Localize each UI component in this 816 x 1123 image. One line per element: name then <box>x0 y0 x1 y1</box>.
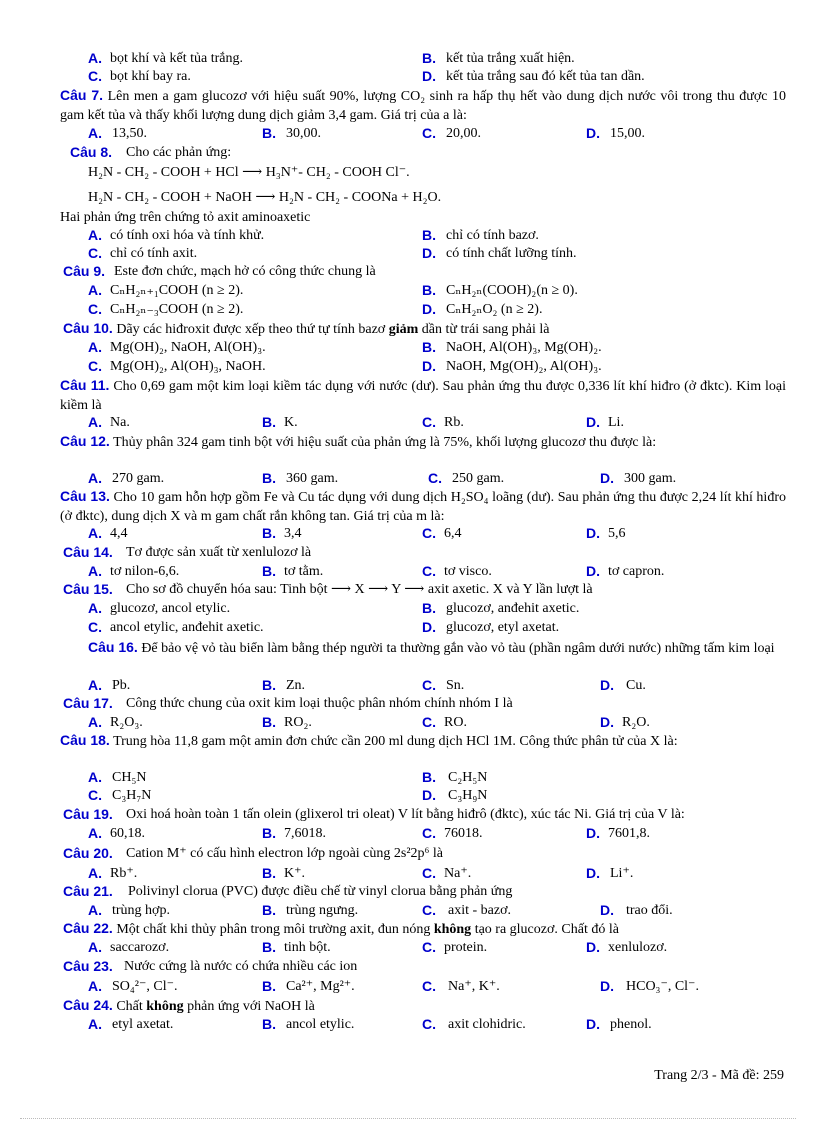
equation: H₂N - CH₂ - COOH + HCl ⟶ H₃N⁺- CH₂ - COOH Cl⁻. <box>88 165 410 180</box>
q22-option-c: protein. <box>444 940 488 955</box>
question-text: Thủy phân 324 gam tinh bột với hiệu suất của phản ứng là 75%, khối lượng glucozơ thu được là: <box>113 435 657 450</box>
q12-option-d: 300 gam. <box>624 471 677 486</box>
q13-options <box>0 524 816 543</box>
option-letter: A. <box>88 563 102 579</box>
q20-option-b: K⁺. <box>284 866 305 881</box>
option-letter: D. <box>586 414 600 430</box>
question-label: Câu 17. <box>63 695 113 711</box>
option-letter: B. <box>262 978 276 994</box>
q9-option-d: CₙH₂ₙO₂ (n ≥ 2). <box>446 302 543 317</box>
option-letter: A. <box>88 902 102 918</box>
q8-equation-1 <box>0 163 816 182</box>
q20-option-d: Li⁺. <box>610 866 634 881</box>
q15-options-row-1 <box>0 599 816 618</box>
q13-option-b: 3,4 <box>284 526 302 541</box>
q11-option-b: K. <box>284 415 298 430</box>
question-label: Câu 13. <box>60 488 110 504</box>
option-letter: A. <box>88 865 102 881</box>
question-text: Cation M⁺ có cấu hình electron lớp ngoài cùng 2s²2p⁶ là <box>126 846 444 861</box>
q16-option-a: Pb. <box>112 678 131 693</box>
q10-options-row-2 <box>0 357 816 376</box>
q10-option-a: Mg(OH)₂, NaOH, Al(OH)₃. <box>110 340 266 355</box>
option-letter: A. <box>88 677 102 693</box>
option-letter: B. <box>262 525 276 541</box>
q7-option-d: 15,00. <box>610 126 645 141</box>
q17-option-d: R₂O. <box>622 715 650 730</box>
option-letter: C. <box>88 619 102 635</box>
q11-option-d: Li. <box>608 415 624 430</box>
option-letter: B. <box>262 902 276 918</box>
option-letter: A. <box>88 125 102 141</box>
option-letter: C. <box>422 714 436 730</box>
q8-options-row-1 <box>0 226 816 245</box>
q14-option-b: tơ tằm. <box>284 564 324 579</box>
option-letter: D. <box>600 978 614 994</box>
equation: H₂N - CH₂ - COOH + NaOH ⟶ H₂N - CH₂ - COONa + H₂O. <box>88 190 442 205</box>
question-label: Câu 18. <box>60 732 110 748</box>
question-21 <box>0 882 816 901</box>
question-text: Oxi hoá hoàn toàn 1 tấn olein (glixerol tri oleat) V lít bằng hiđrô (đktc), xúc tác Ni. Giá trị của V là: <box>126 807 685 822</box>
q6-options-row-1 <box>0 49 816 68</box>
question-20 <box>0 844 816 863</box>
q10-option-b: NaOH, Al(OH)₃, Mg(OH)₂. <box>446 340 602 355</box>
q18-option-a: CH₅N <box>112 770 147 785</box>
option-letter: A. <box>88 600 102 616</box>
option-letter: C. <box>88 787 102 803</box>
q8-option-c: chỉ có tính axit. <box>110 246 198 261</box>
option-letter: B. <box>422 339 436 355</box>
q21-options <box>0 901 816 920</box>
q24-option-d: phenol. <box>610 1017 652 1032</box>
option-letter: A. <box>88 939 102 955</box>
q9-option-a: CₙH₂ₙ₊₁COOH (n ≥ 2). <box>110 283 244 298</box>
q8-option-d: có tính chất lưỡng tính. <box>446 246 577 261</box>
q10-option-c: Mg(OH)₂, Al(OH)₃, NaOH. <box>110 359 266 374</box>
q15-option-b: glucozơ, anđehit axetic. <box>446 601 580 616</box>
question-18 <box>60 731 786 751</box>
q8-option-b: chỉ có tính bazơ. <box>446 228 539 243</box>
q23-option-d: HCO₃⁻, Cl⁻. <box>626 979 699 994</box>
question-text: dần từ trái sang phải là <box>421 322 550 337</box>
option-letter: C. <box>422 414 436 430</box>
q21-option-c: axit - bazơ. <box>448 903 511 918</box>
q13-option-d: 5,6 <box>608 526 626 541</box>
question-text: Một chất khi thủy phân trong môi trường axit, đun nóng <box>116 922 431 937</box>
q8-equation-2 <box>0 188 816 207</box>
option-letter: D. <box>586 865 600 881</box>
option-letter: B. <box>262 470 276 486</box>
q12-option-b: 360 gam. <box>286 471 339 486</box>
q15-option-a: glucozơ, ancol etylic. <box>110 601 231 616</box>
question-text: Nước cứng là nước có chứa nhiều các ion <box>124 959 358 974</box>
option-letter: C. <box>422 563 436 579</box>
option-letter: C. <box>88 68 102 84</box>
option-letter: D. <box>586 1016 600 1032</box>
question-12 <box>60 432 786 452</box>
option-letter: D. <box>422 301 436 317</box>
question-10 <box>0 319 816 338</box>
q9-options-row-1 <box>0 281 816 300</box>
page-footer: Trang 2/3 - Mã đề: 259 <box>654 1068 784 1083</box>
option-letter: D. <box>422 787 436 803</box>
keyword: không <box>146 999 184 1014</box>
q24-options <box>0 1015 816 1034</box>
question-22 <box>0 919 816 938</box>
question-8 <box>0 143 816 162</box>
q11-option-a: Na. <box>110 415 130 430</box>
question-label: Câu 21. <box>63 883 113 899</box>
q23-option-c: Na⁺, K⁺. <box>448 979 500 994</box>
question-line <box>63 996 315 1016</box>
option-letter: B. <box>422 600 436 616</box>
option-letter: B. <box>262 825 276 841</box>
question-label: Câu 19. <box>63 806 113 822</box>
q7-option-c: 20,00. <box>446 126 481 141</box>
q6-option-d: kết tủa trắng sau đó kết tủa tan dần. <box>446 69 645 84</box>
q9-option-b: CₙH₂ₙ(COOH)₂(n ≥ 0). <box>446 283 578 298</box>
q11-option-c: Rb. <box>444 415 464 430</box>
question-text: Tơ được sản xuất từ xenlulozơ là <box>126 545 312 560</box>
option-letter: A. <box>88 714 102 730</box>
option-letter: C. <box>422 978 436 994</box>
option-letter: D. <box>600 714 614 730</box>
q21-option-d: trao đổi. <box>626 903 673 918</box>
q17-option-a: R₂O₃. <box>110 715 143 730</box>
question-label: Câu 22. <box>63 920 113 936</box>
option-letter: B. <box>422 282 436 298</box>
q9-options-row-2 <box>0 300 816 319</box>
option-letter: B. <box>262 939 276 955</box>
option-letter: C. <box>428 470 442 486</box>
option-letter: C. <box>422 902 436 918</box>
question-text: Cho các phản ứng: <box>126 145 232 160</box>
q12-option-c: 250 gam. <box>452 471 505 486</box>
q19-option-b: 7,6018. <box>284 826 326 841</box>
q10-option-d: NaOH, Mg(OH)₂, Al(OH)₃. <box>446 359 602 374</box>
q7-option-a: 13,50. <box>112 126 147 141</box>
option-letter: C. <box>422 865 436 881</box>
q6-options-row-2 <box>0 67 816 86</box>
option-letter: A. <box>88 1016 102 1032</box>
q23-option-a: SO₄²⁻, Cl⁻. <box>112 979 178 994</box>
option-letter: A. <box>88 414 102 430</box>
question-label: Câu 11. <box>60 377 110 393</box>
q21-option-a: trùng hợp. <box>112 903 170 918</box>
question-label: Câu 8. <box>70 144 113 160</box>
option-letter: B. <box>422 227 436 243</box>
q6-option-a: bọt khí và kết tủa trắng. <box>110 51 243 66</box>
question-label: Câu 7. <box>60 87 104 103</box>
q9-option-c: CₙH₂ₙ₋₃COOH (n ≥ 2). <box>110 302 244 317</box>
q17-option-b: RO₂. <box>284 715 312 730</box>
question-text: Để bảo vệ vỏ tàu biển làm bằng thép người ta thường gắn vào vỏ tàu (phần ngâm dưới nước) những tấm kim loại <box>141 641 775 656</box>
question-text: Este đơn chức, mạch hở có công thức chung là <box>114 264 376 279</box>
q14-option-c: tơ visco. <box>444 564 492 579</box>
keyword: không <box>433 922 472 937</box>
option-letter: B. <box>262 414 276 430</box>
option-letter: B. <box>262 125 276 141</box>
question-24 <box>0 996 816 1015</box>
q16-option-c: Sn. <box>446 678 465 693</box>
q18-option-b: C₂H₅N <box>448 770 488 785</box>
option-letter: A. <box>88 978 102 994</box>
q24-option-a: etyl axetat. <box>112 1017 174 1032</box>
option-letter: B. <box>262 1016 276 1032</box>
q22-option-b: tinh bột. <box>284 940 331 955</box>
option-letter: D. <box>600 677 614 693</box>
q15-option-d: glucozơ, etyl axetat. <box>446 620 560 635</box>
question-text: Công thức chung của oxit kim loại thuộc phân nhóm chính nhóm I là <box>126 696 513 711</box>
question-text: phản ứng với NaOH là <box>187 999 315 1014</box>
q22-option-d: xenlulozơ. <box>608 940 668 955</box>
question-text: Cho 10 gam hỗn hợp gồm Fe và Cu tác dụng với dung dịch H₂SO₄ loãng (dư). Sau phản ứng thu được 2,24 lít khí hiđro (ở đktc), dung dịch X và m gam chất rắn không tan. Giá trị của m là: <box>60 490 786 524</box>
question-label: Câu 14. <box>63 544 113 560</box>
question-13 <box>60 487 786 526</box>
option-letter: C. <box>422 825 436 841</box>
option-letter: A. <box>88 525 102 541</box>
q16-option-d: Cu. <box>626 678 646 693</box>
q12-option-a: 270 gam. <box>112 471 165 486</box>
question-text: Hai phản ứng trên chứng tỏ axit aminoaxetic <box>60 210 311 225</box>
bottom-divider <box>20 1118 796 1119</box>
question-line <box>63 319 549 339</box>
option-letter: D. <box>586 939 600 955</box>
q16-options <box>0 676 816 695</box>
question-11 <box>60 376 786 415</box>
option-letter: C. <box>422 939 436 955</box>
question-label: Câu 24. <box>63 997 113 1013</box>
question-label: Câu 10. <box>63 320 113 336</box>
q22-options <box>0 938 816 957</box>
option-letter: B. <box>262 714 276 730</box>
question-text: Dãy các hiđroxit được xếp theo thứ tự tính bazơ <box>116 322 386 337</box>
q21-option-b: trùng ngưng. <box>286 903 359 918</box>
option-letter: A. <box>88 825 102 841</box>
q22-option-a: saccarozơ. <box>110 940 170 955</box>
q23-option-b: Ca²⁺, Mg²⁺. <box>286 979 355 994</box>
question-label: Câu 20. <box>63 845 113 861</box>
option-letter: B. <box>262 563 276 579</box>
keyword: giảm <box>388 322 419 337</box>
q6-option-b: kết tủa trắng xuất hiện. <box>446 51 575 66</box>
q7-options <box>0 124 816 143</box>
q11-options <box>0 413 816 432</box>
q8-stem <box>0 208 816 227</box>
question-17 <box>0 694 816 713</box>
option-letter: C. <box>422 677 436 693</box>
question-text: Lên men a gam glucozơ với hiệu suất 90%, lượng CO₂ sinh ra hấp thụ hết vào dung dịch nước vôi trong thu được 10 gam kết tủa và thấy khối lượng dung dịch giảm 3,4 gam. Giá trị của a là: <box>60 89 786 123</box>
option-letter: A. <box>88 50 102 66</box>
q14-option-a: tơ nilon-6,6. <box>110 564 180 579</box>
option-letter: A. <box>88 470 102 486</box>
q12-options <box>0 469 816 488</box>
question-text: Polivinyl clorua (PVC) được điều chế từ vinyl clorua bằng phản ứng <box>128 884 513 899</box>
option-letter: B. <box>422 769 436 785</box>
option-letter: D. <box>586 825 600 841</box>
option-letter: D. <box>422 245 436 261</box>
option-letter: A. <box>88 769 102 785</box>
q14-option-d: tơ capron. <box>608 564 665 579</box>
q23-options <box>0 977 816 996</box>
question-label: Câu 12. <box>60 433 110 449</box>
option-letter: A. <box>88 282 102 298</box>
option-letter: C. <box>88 358 102 374</box>
question-label: Câu 15. <box>63 581 113 597</box>
q18-options-row-1 <box>0 768 816 787</box>
question-label: Câu 9. <box>63 263 106 279</box>
question-label: Câu 23. <box>63 958 113 974</box>
question-15 <box>0 580 816 599</box>
q13-option-a: 4,4 <box>110 526 128 541</box>
option-letter: B. <box>262 677 276 693</box>
q20-options <box>0 864 816 883</box>
option-letter: D. <box>586 563 600 579</box>
q18-options-row-2 <box>0 786 816 805</box>
option-letter: D. <box>422 619 436 635</box>
option-letter: D. <box>586 125 600 141</box>
option-letter: D. <box>600 470 614 486</box>
question-text: Cho 0,69 gam một kim loại kiềm tác dụng với nước (dư). Sau phản ứng thu được 0,336 lít khí hiđro (ở đktc). Kim loại kiềm là <box>60 379 787 413</box>
q19-options <box>0 824 816 843</box>
question-19 <box>0 805 816 824</box>
option-letter: B. <box>262 865 276 881</box>
q24-option-b: ancol etylic. <box>286 1017 355 1032</box>
question-text: Chất <box>116 999 143 1014</box>
option-letter: C. <box>422 1016 436 1032</box>
question-text: tạo ra glucozơ. Chất đó là <box>474 922 619 937</box>
option-letter: D. <box>586 525 600 541</box>
q7-option-b: 30,00. <box>286 126 321 141</box>
q20-option-a: Rb⁺. <box>110 866 138 881</box>
q8-options-row-2 <box>0 244 816 263</box>
q20-option-c: Na⁺. <box>444 866 472 881</box>
option-letter: C. <box>422 525 436 541</box>
q19-option-c: 76018. <box>444 826 483 841</box>
option-letter: C. <box>88 301 102 317</box>
q18-option-c: C₃H₇N <box>112 788 152 803</box>
option-letter: D. <box>422 358 436 374</box>
q6-option-c: bọt khí bay ra. <box>110 69 191 84</box>
q10-options-row-1 <box>0 338 816 357</box>
question-line <box>63 919 619 939</box>
option-letter: C. <box>422 125 436 141</box>
q17-option-c: RO. <box>444 715 467 730</box>
q15-option-c: ancol etylic, anđehit axetic. <box>110 620 264 635</box>
question-9 <box>0 262 816 281</box>
q13-option-c: 6,4 <box>444 526 462 541</box>
question-7 <box>60 86 786 125</box>
q15-options-row-2 <box>0 618 816 637</box>
option-letter: A. <box>88 339 102 355</box>
q8-option-a: có tính oxi hóa và tính khử. <box>110 228 265 243</box>
q24-option-c: axit clohidric. <box>448 1017 526 1032</box>
question-14 <box>0 543 816 562</box>
question-text: Cho sơ đồ chuyển hóa sau: Tinh bột ⟶ X ⟶ Y ⟶ axit axetic. X và Y lần lượt là <box>126 582 593 597</box>
option-letter: C. <box>88 245 102 261</box>
question-23 <box>0 957 816 976</box>
q14-options <box>0 562 816 581</box>
question-text: Trung hòa 11,8 gam một amin đơn chức cần 200 ml dung dịch HCl 1M. Công thức phân tử của X là: <box>113 734 678 749</box>
option-letter: B. <box>422 50 436 66</box>
q17-options <box>0 713 816 732</box>
q19-option-d: 7601,8. <box>608 826 650 841</box>
question-16 <box>60 638 786 658</box>
q16-option-b: Zn. <box>286 678 306 693</box>
q18-option-d: C₃H₉N <box>448 788 488 803</box>
question-label: Câu 16. <box>88 639 138 655</box>
q19-option-a: 60,18. <box>110 826 145 841</box>
option-letter: A. <box>88 227 102 243</box>
option-letter: D. <box>422 68 436 84</box>
option-letter: D. <box>600 902 614 918</box>
